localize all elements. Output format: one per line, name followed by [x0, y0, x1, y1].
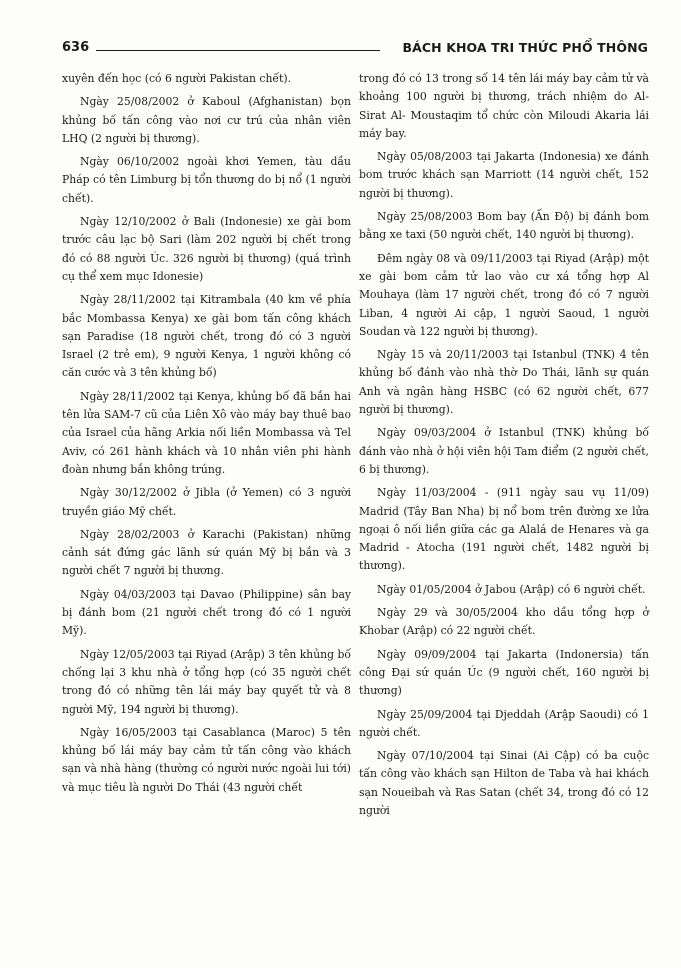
paragraph: Đêm ngày 08 và 09/11/2003 tại Riyad (Arập) một xe gài bom cảm tử lao vào cư xá tổng hợp Al Mouhaya (làm 17 người chết, trong đó có 7 người Liban, 4 người Ai cập, 1 người Saoud, 1 người Soudan và 122 người bị thương). — [359, 251, 649, 338]
paragraph: Ngày 05/08/2003 tại Jakarta (Indonesia) xe đánh bom trước khách sạn Marriott (14 người chết, 152 người bị thương). — [359, 150, 649, 200]
paragraph: Ngày 15 và 20/11/2003 tại Istanbul (TNK) 4 tên khủng bố đánh vào nhà thờ Do Thái, lãnh sự quán Anh và ngân hàng HSBC (có 62 người chết, 677 người bị thương). — [359, 348, 649, 417]
paragraph: Ngày 09/09/2004 tại Jakarta (Indonersia) tấn công Đại sứ quán Úc (9 người chết, 160 người bị thương) — [359, 647, 649, 698]
paragraph: Ngày 12/10/2002 ở Bali (Indonesie) xe gài bom trước câu lạc bộ Sari (làm 202 người bị chết trong đó có 88 người Úc. 326 người bị thương) (quá trình cụ thể xem mục Idonesie) — [62, 215, 351, 283]
paragraph: Ngày 28/11/2002 tại Kitrambala (40 km về phía bắc Mombassa Kenya) xe gài bom tấn công khách sạn Paradise (18 người chết, trong đó có 3 người Israel (2 trẻ em), 9 người Kenya, 1 người không có căn cước và 3 tên khủng bố) — [62, 293, 351, 380]
paragraph: Ngày 04/03/2003 tại Davao (Philippine) sân bay bị đánh bom (21 người chết trong đó có 1 người Mỹ). — [62, 587, 351, 638]
paragraph: Ngày 29 và 30/05/2004 kho dầu tổng hợp ở Khobar (Arập) có 22 người chết. — [359, 606, 649, 638]
paragraph: Ngày 25/09/2004 tại Djeddah (Arập Saoudi) có 1 người chết. — [359, 707, 649, 739]
paragraph: Ngày 25/08/2003 Bom bay (Ấn Độ) bị đánh bom bằng xe taxi (50 người chết, 140 người bị thương). — [359, 210, 649, 242]
paragraph: Ngày 09/03/2004 ở Istanbul (TNK) khủng bố đánh vào nhà ở hội viên hội Tam điểm (2 người chết, 6 bị thương). — [359, 426, 649, 476]
paragraph: Ngày 28/02/2003 ở Karachi (Pakistan) những cảnh sát đứng gác lãnh sứ quán Mỹ bị bắn và 3 người chết 7 người bị thương. — [62, 527, 351, 578]
paragraph: Ngày 07/10/2004 tại Sinai (Ai Cập) có ba cuộc tấn công vào khách sạn Hilton de Taba và hai khách sạn Noueibah và Ras Satan (chết 34, trong đó có 12 người — [359, 749, 649, 817]
page-number: 636 — [62, 40, 90, 55]
paragraph: Ngày 12/05/2003 tại Riyad (Arập) 3 tên khủng bố chống lại 3 khu nhà ở tổng hợp (có 35 người chết trong đó có những tên lái máy bay quyết tử và 8 người Mỹ, 194 người bị thương). — [62, 647, 351, 716]
left-column — [62, 70, 351, 802]
header-rule — [96, 50, 380, 51]
page-header — [62, 40, 648, 62]
right-column — [359, 70, 649, 825]
paragraph: trong đó có 13 trong số 14 tên lái máy bay cảm tử và khoảng 100 người bị thương, trách nhiệm do Al- Sirat Al- Moustaqim tổ chức còn Miloudi Akaria lái máy bay. — [359, 72, 649, 140]
running-title: BÁCH KHOA TRI THỨC PHỔ THÔNG — [402, 40, 648, 55]
paragraph: Ngày 30/12/2002 ở Jibla (ở Yemen) có 3 người truyền giáo Mỹ chết. — [62, 486, 351, 518]
paragraph: Ngày 01/05/2004 ở Jabou (Arập) có 6 người chết. — [377, 582, 646, 596]
paragraph: Ngày 06/10/2002 ngoài khơi Yemen, tàu dầu Pháp có tên Limburg bị tổn thương do bị nổ (1 người chết). — [62, 155, 351, 205]
paragraph: Ngày 28/11/2002 tại Kenya, khủng bố đã bắn hai tên lửa SAM-7 cũ của Liên Xô vào máy bay thuê bao của Israel của hãng Arkia nối liền Mombassa và Tel Aviv, có 261 hành khách và 10 nhân viên phi hành đoàn nhưng bắn không trúng. — [62, 389, 351, 476]
paragraph: xuyên đến học (có 6 người Pakistan chết). — [62, 72, 292, 85]
paragraph: Ngày 11/03/2004 - (911 ngày sau vụ 11/09) Madrid (Tây Ban Nha) bị nổ bom trên đường xe lửa ngoại ô nối liền giữa các ga Alalá de Henares và ga Madrid - Atocha (191 người chết, 1482 người bị thương). — [359, 486, 649, 573]
paragraph: Ngày 25/08/2002 ở Kaboul (Afghanistan) bọn khủng bố tấn công vào nơi cư trú của nhân viên LHQ (2 người bị thương). — [62, 95, 351, 145]
paragraph: Ngày 16/05/2003 tại Casablanca (Maroc) 5 tên khủng bố lái máy bay cảm tử tấn công vào khách sạn và nhà hàng (thường có người nước ngoài lui tới) và mục tiêu là người Do Thái (43 người chết — [62, 725, 351, 794]
